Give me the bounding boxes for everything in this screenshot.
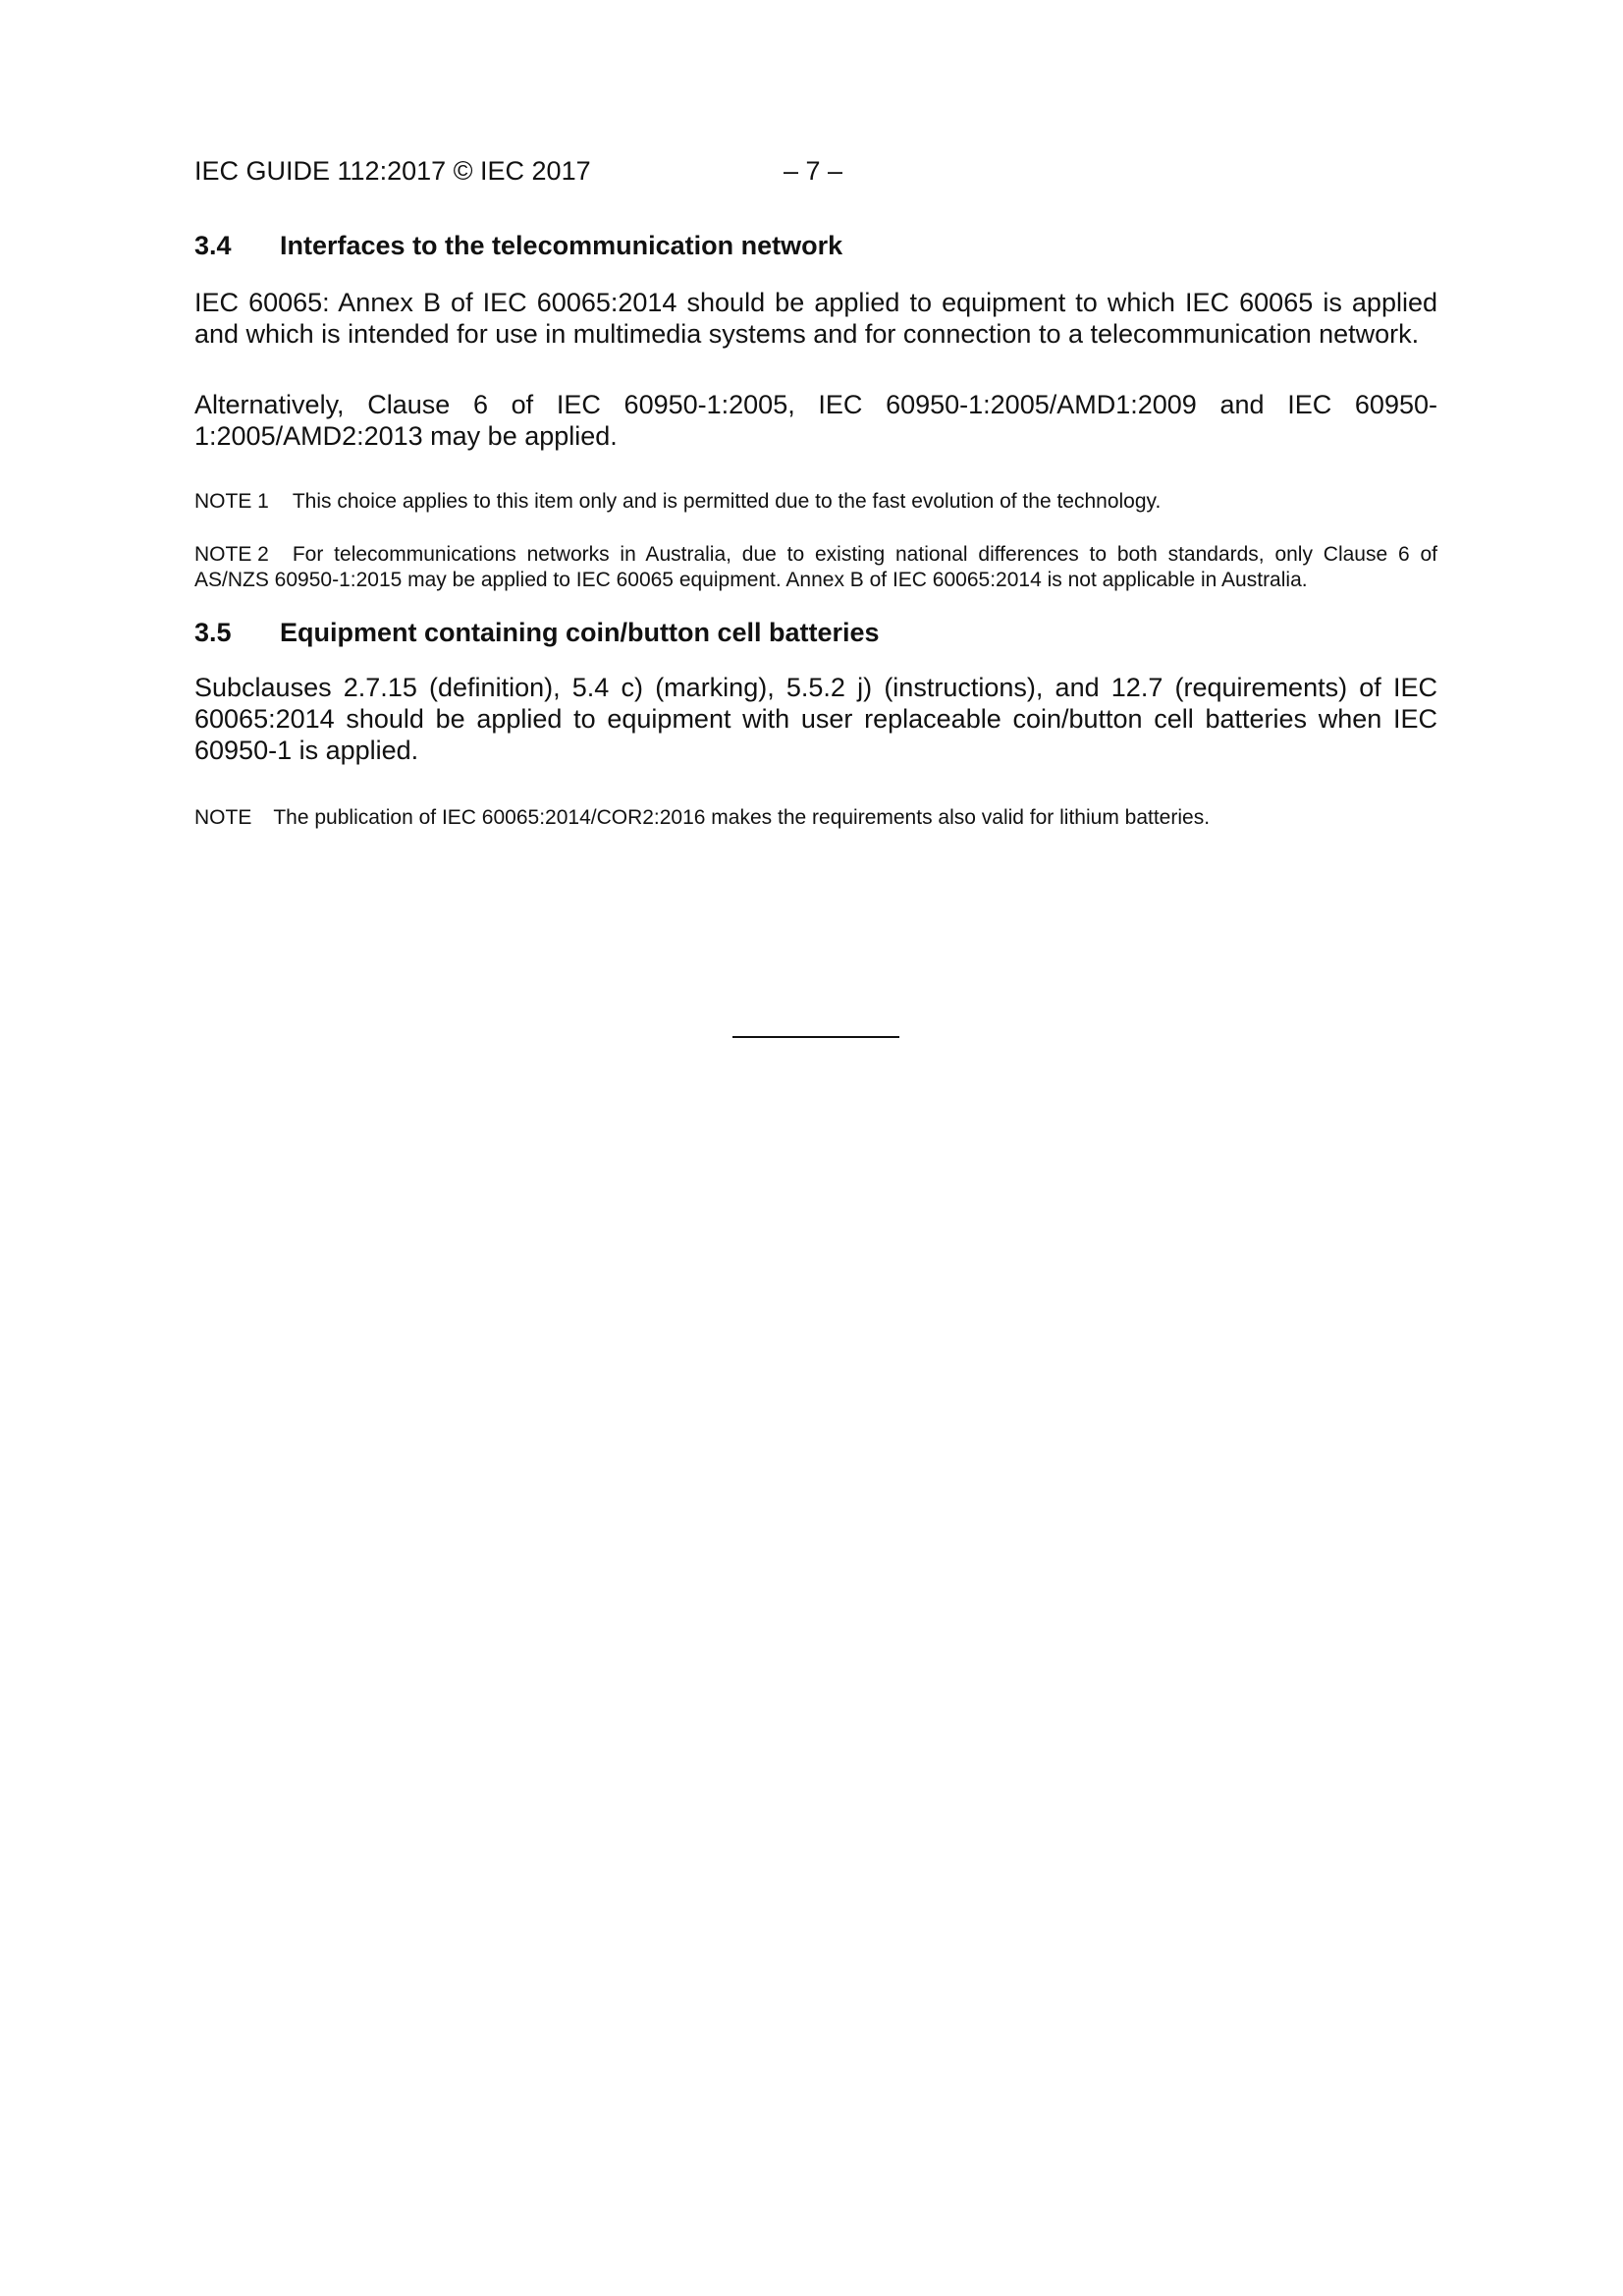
paragraph: IEC 60065: Annex B of IEC 60065:2014 should be applied to equipment to which IEC 60065 is applied and which is intended for use in multimedia systems and for connection to a telecommunication network. <box>194 288 1437 349</box>
note-text: For telecommunications networks in Australia, due to existing national differences to both standards, only Clause 6 of AS/NZS 60950-1:2015 may be applied to IEC 60065 equipment. Annex B of IEC 60065:2014 is not applicable in Australia. <box>194 543 1437 591</box>
paragraph: Subclauses 2.7.15 (definition), 5.4 c) (marking), 5.5.2 j) (instructions), and 12.7 (requirements) of IEC 60065:2014 should be applied to equipment with user replaceable coin/button cell batteries when IEC 60950-1 is applied. <box>194 673 1437 765</box>
page-header <box>194 153 1437 192</box>
section-title: Interfaces to the telecommunication network <box>280 231 843 260</box>
section-title: Equipment containing coin/button cell batteries <box>280 618 880 647</box>
note <box>194 805 1437 831</box>
note-label: NOTE 2 <box>194 543 269 566</box>
end-of-text-rule <box>732 1036 899 1038</box>
note-text: This choice applies to this item only and is permitted due to the fast evolution of the technology. <box>292 490 1162 513</box>
note <box>194 489 1437 515</box>
note-text: The publication of IEC 60065:2014/COR2:2016 makes the requirements also valid for lithium batteries. <box>273 806 1211 829</box>
section-heading-3-4 <box>194 228 1437 263</box>
section-heading-3-5 <box>194 615 1437 650</box>
section-number: 3.5 <box>194 618 232 647</box>
document-reference: IEC GUIDE 112:2017 © IEC 2017 <box>194 156 591 186</box>
page-content <box>194 228 1437 831</box>
section-number: 3.4 <box>194 231 232 260</box>
paragraph: Alternatively, Clause 6 of IEC 60950-1:2005, IEC 60950-1:2005/AMD1:2009 and IEC 60950-1:2005/AMD2:2013 may be applied. <box>194 390 1437 451</box>
page-number: – 7 – <box>784 156 843 186</box>
note-label: NOTE 1 <box>194 490 269 513</box>
note-label: NOTE <box>194 806 252 829</box>
note <box>194 542 1437 593</box>
